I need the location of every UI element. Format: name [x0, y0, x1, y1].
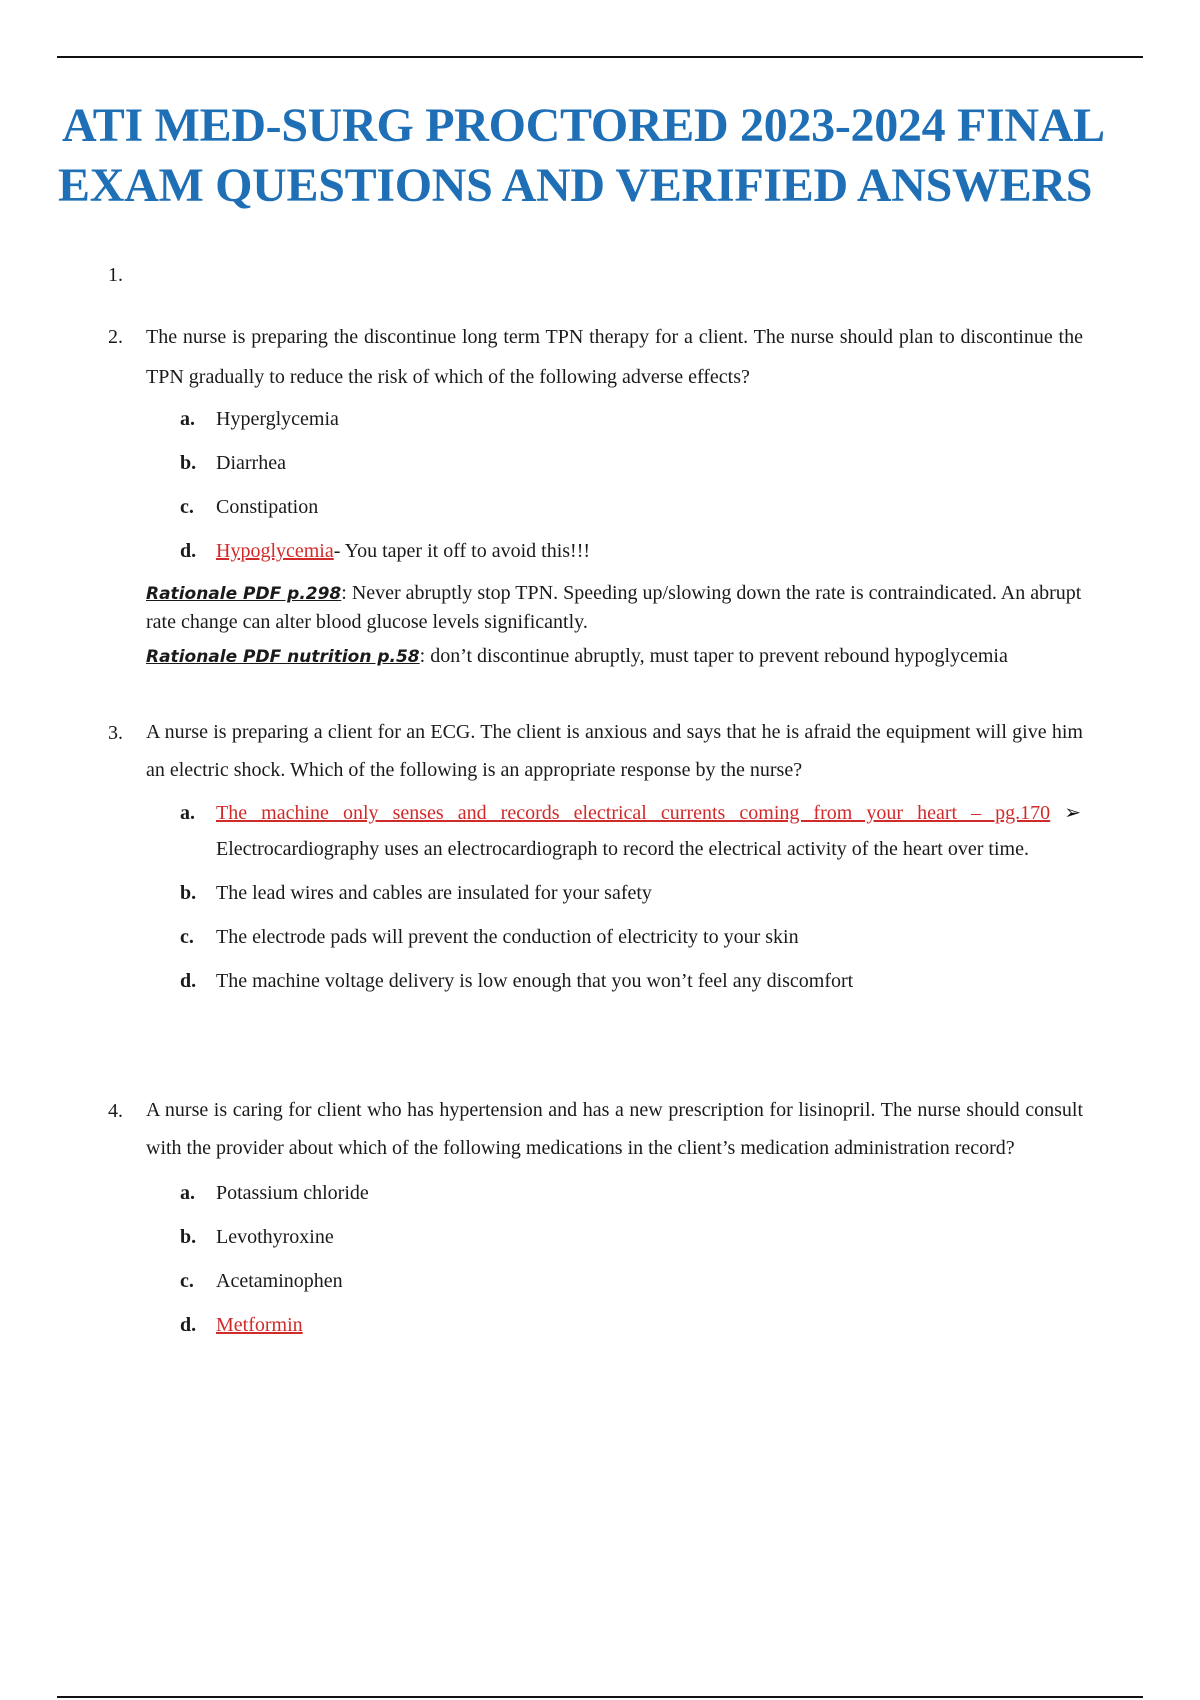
option-text: Potassium chloride: [216, 1182, 369, 1204]
question-stem: A nurse is preparing a client for an ECG. The client is anxious and says that he is afraid the equipment will give him an electric shock. Which of the following is an appropriate response by the nurse?: [146, 721, 1083, 781]
option-letter: d.: [180, 540, 197, 562]
correct-answer: The machine only senses and records electrical currents coming from your heart – pg.170: [216, 802, 1051, 824]
top-rule: [57, 56, 1143, 58]
option-letter: c.: [180, 496, 194, 518]
rationale-block: [146, 579, 1083, 671]
question-number: 3.: [108, 722, 123, 744]
option-d-correct[interactable]: [180, 529, 1083, 573]
rationale-text: : Never abruptly stop TPN. Speeding up/slowing down the rate is contraindicated. An abrupt rate change can alter blood glucose levels significantly.: [146, 582, 1082, 633]
option-d-correct[interactable]: [180, 1303, 1083, 1347]
question-number: 2.: [108, 326, 123, 348]
option-text: [216, 529, 590, 573]
bottom-rule: [57, 1696, 1143, 1698]
question-3: [108, 722, 1083, 1003]
question-4: [108, 1100, 1083, 1347]
option-b[interactable]: [180, 441, 1083, 485]
title-line-2: EXAM QUESTIONS AND VERIFIED ANSWERS: [58, 159, 1093, 212]
option-d[interactable]: [180, 959, 1083, 1003]
options-list: [180, 1171, 1083, 1347]
answer-note: - You taper it off to avoid this!!!: [333, 540, 591, 562]
option-letter: c.: [180, 926, 194, 948]
option-text: [216, 1303, 303, 1347]
option-text: Levothyroxine: [216, 1226, 334, 1248]
option-c[interactable]: [180, 485, 1083, 529]
option-letter: b.: [180, 452, 197, 474]
option-text: The lead wires and cables are insulated for your safety: [216, 882, 652, 904]
option-text: Constipation: [216, 496, 319, 518]
question-1: [108, 264, 123, 287]
answer-note: Electrocardiography uses an electrocardiograph to record the electrical activity of the heart over time.: [216, 838, 1029, 860]
option-text: Diarrhea: [216, 452, 286, 474]
option-text: Acetaminophen: [216, 1270, 343, 1292]
option-letter: b.: [180, 882, 197, 904]
rationale-1: [146, 579, 1083, 636]
option-letter: d.: [180, 1314, 197, 1336]
option-letter: b.: [180, 1226, 197, 1248]
option-a[interactable]: [180, 397, 1083, 441]
option-text: The electrode pads will prevent the conduction of electricity to your skin: [216, 926, 799, 948]
option-b[interactable]: [180, 871, 1083, 915]
option-letter: c.: [180, 1270, 194, 1292]
arrow-bullet-icon: ➢: [1064, 802, 1081, 824]
question-number: 4.: [108, 1100, 123, 1122]
page-title: [58, 96, 1105, 216]
correct-answer: Hypoglycemia: [216, 540, 334, 562]
option-letter: a.: [180, 802, 195, 824]
option-letter: a.: [180, 408, 195, 430]
rationale-label: Rationale PDF nutrition p.58: [146, 647, 420, 667]
options-list: [180, 397, 1083, 573]
option-c[interactable]: [180, 915, 1083, 959]
option-c[interactable]: [180, 1259, 1083, 1303]
rationale-2: [146, 642, 1083, 671]
question-stem: The nurse is preparing the discontinue long term TPN therapy for a client. The nurse should plan to discontinue the TPN gradually to reduce the risk of which of the following adverse effects?: [146, 326, 1083, 388]
options-list: [180, 795, 1083, 1003]
option-b[interactable]: [180, 1215, 1083, 1259]
title-line-1: ATI MED-SURG PROCTORED 2023-2024 FINAL: [62, 99, 1105, 152]
option-text: Hyperglycemia: [216, 408, 339, 430]
question-stem: A nurse is caring for client who has hypertension and has a new prescription for lisinopril. The nurse should consult with the provider about which of the following medications in the client’s medication administration record?: [146, 1099, 1083, 1159]
option-text: [216, 795, 1081, 867]
option-a[interactable]: [180, 1171, 1083, 1215]
option-letter: a.: [180, 1182, 195, 1204]
option-letter: d.: [180, 970, 197, 992]
correct-answer: Metformin: [216, 1314, 303, 1336]
option-a-correct[interactable]: [180, 795, 1083, 867]
option-text: The machine voltage delivery is low enough that you won’t feel any discomfort: [216, 970, 854, 992]
question-2: [108, 326, 1083, 677]
rationale-label: Rationale PDF p.298: [146, 584, 342, 604]
rationale-text: : don’t discontinue abruptly, must taper to prevent rebound hypoglycemia: [419, 645, 1008, 667]
question-number: 1.: [108, 264, 123, 286]
